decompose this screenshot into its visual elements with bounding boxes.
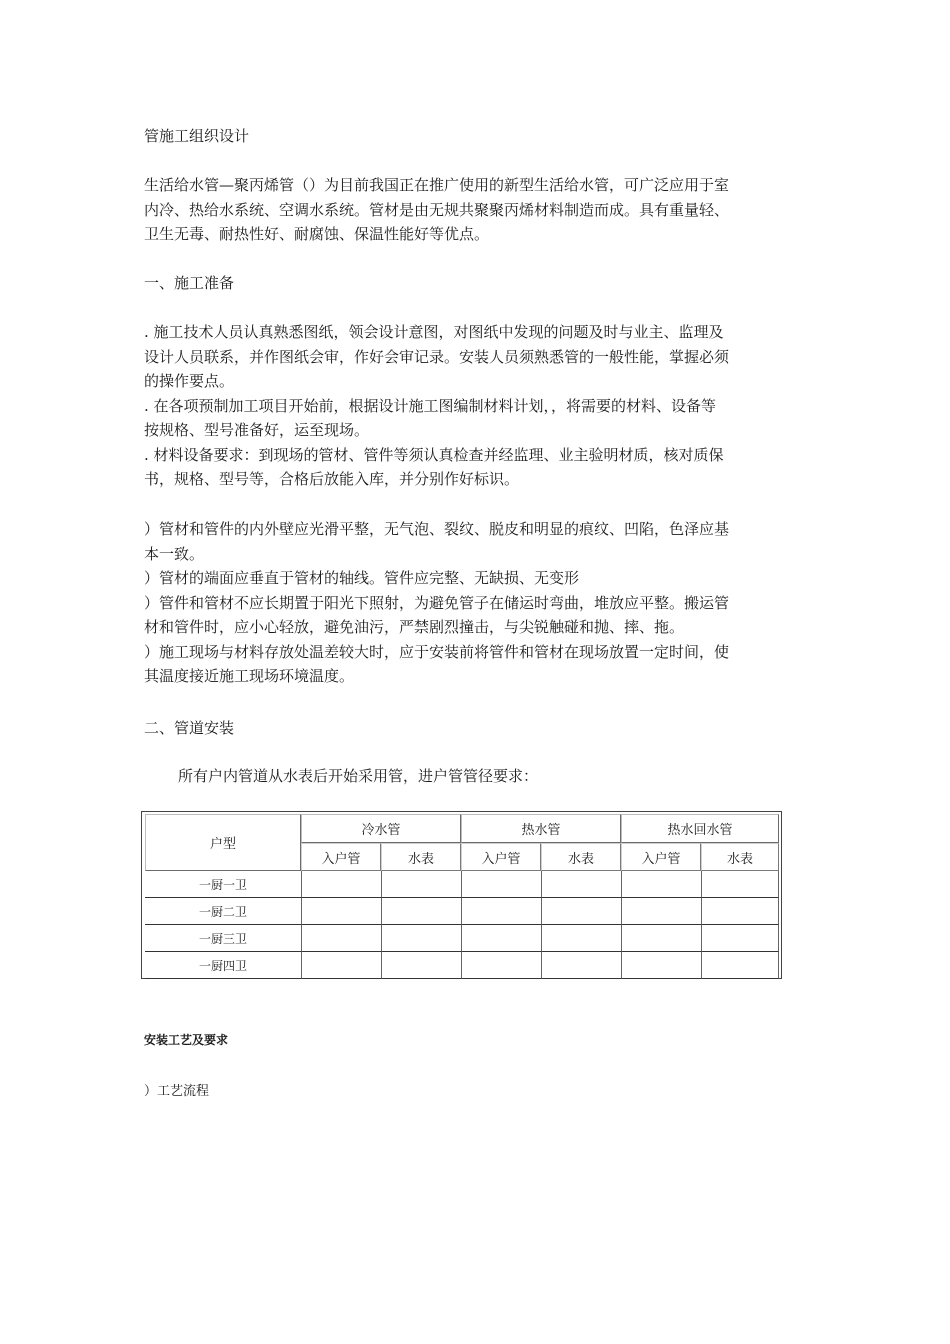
preparation-paragraph <box>144 320 804 492</box>
table-cell <box>541 952 621 979</box>
row-label: 一厨一卫 <box>145 871 301 898</box>
table-row <box>145 898 779 925</box>
table-cell <box>541 871 621 898</box>
req-line: ）管材的端面应垂直于管材的轴线。管件应完整、无缺损、无变形 <box>144 569 580 587</box>
prep-line: 设计人员联系，并作图纸会审，作好会审记录。安装人员须熟悉管的一般性能，掌握必须 <box>144 347 730 366</box>
table-cell <box>461 925 541 952</box>
installation-intro: 所有户内管道从水表后开始采用管，进户管管径要求： <box>178 767 539 785</box>
table-cell <box>701 898 779 925</box>
group-header-hot: 热水管 <box>461 814 621 843</box>
process-flow-label: ）工艺流程 <box>144 1084 210 1099</box>
row-label: 一厨二卫 <box>145 898 301 925</box>
table-cell <box>301 898 381 925</box>
pipe-table-grid <box>145 814 779 979</box>
table-cell <box>701 871 779 898</box>
table-cell <box>541 925 621 952</box>
prep-line: . 施工技术人员认真熟悉图纸，领会设计意图，对图纸中发现的问题及时与业主、监理及 <box>144 323 724 341</box>
table-cell <box>621 952 701 979</box>
document-title: 管施工组织设计 <box>144 127 250 145</box>
prep-line: . 在各项预制加工项目开始前，根据设计施工图编制材料计划，，将需要的材料、设备等 <box>144 396 717 415</box>
table-row <box>145 925 779 952</box>
row-label: 一厨四卫 <box>145 952 301 979</box>
table-cell <box>461 952 541 979</box>
group-header-hot-return: 热水回水管 <box>621 814 779 843</box>
section-heading-preparation: 一、施工准备 <box>144 274 235 292</box>
subheader: 水表 <box>541 843 621 871</box>
intro-line: 内冷、热给水系统、空调水系统。管材是由无规共聚聚丙烯材料制造而成。具有重量轻、 <box>144 200 730 219</box>
intro-line: 卫生无毒、耐热性好、耐腐蚀、保温性能好等优点。 <box>144 225 490 243</box>
prep-line: . 材料设备要求：到现场的管材、管件等须认真检查并经监理、业主验明材质，核对质保 <box>144 445 724 464</box>
table-row <box>145 952 779 979</box>
intro-line: 生活给水管—聚丙烯管（）为目前我国正在推广使用的新型生活给水管，可广泛应用于室 <box>144 176 730 194</box>
table-cell <box>621 898 701 925</box>
req-line: 其温度接近施工现场环境温度。 <box>144 667 355 685</box>
table-cell <box>301 925 381 952</box>
table-cell <box>301 871 381 898</box>
table-cell <box>621 871 701 898</box>
row-label: 一厨三卫 <box>145 925 301 952</box>
group-header-cold: 冷水管 <box>301 814 461 843</box>
table-cell <box>301 952 381 979</box>
table-row <box>145 871 779 898</box>
section-heading-process: 安装工艺及要求 <box>144 1033 229 1047</box>
intro-paragraph <box>144 173 804 247</box>
table-cell <box>701 952 779 979</box>
table-cell <box>541 898 621 925</box>
prep-line: 的操作要点。 <box>144 372 235 390</box>
table-cell <box>461 871 541 898</box>
table-cell <box>461 898 541 925</box>
table-cell <box>381 898 461 925</box>
corner-header: 户型 <box>145 814 301 871</box>
table-cell <box>381 952 461 979</box>
table-cell <box>701 925 779 952</box>
table-cell <box>381 925 461 952</box>
subheader: 水表 <box>381 843 461 871</box>
section-heading-installation: 二、管道安装 <box>144 719 235 737</box>
subheader: 入户管 <box>301 843 381 871</box>
pipe-diameter-table <box>141 811 782 979</box>
subheader: 水表 <box>701 843 779 871</box>
subheader: 入户管 <box>461 843 541 871</box>
req-line: ）施工现场与材料存放处温差较大时，应于安装前将管件和管材在现场放置一定时间，使 <box>144 642 730 661</box>
req-line: 材和管件时，应小心轻放，避免油污，严禁剧烈撞击，与尖锐触碰和抛、摔、拖。 <box>144 618 685 636</box>
prep-line: 书，规格、型号等，合格后放能入库，并分别作好标识。 <box>144 470 520 488</box>
subheader: 入户管 <box>621 843 701 871</box>
prep-line: 按规格、型号准备好，运至现场。 <box>144 421 370 439</box>
requirements-paragraph <box>144 517 804 689</box>
req-line: ）管材和管件的内外壁应光滑平整，无气泡、裂纹、脱皮和明显的痕纹、凹陷，色泽应基 <box>144 520 730 538</box>
req-line: ）管件和管材不应长期置于阳光下照射，为避免管子在储运时弯曲，堆放应平整。搬运管 <box>144 593 730 612</box>
table-cell <box>621 925 701 952</box>
table-cell <box>381 871 461 898</box>
req-line: 本一致。 <box>144 544 205 563</box>
